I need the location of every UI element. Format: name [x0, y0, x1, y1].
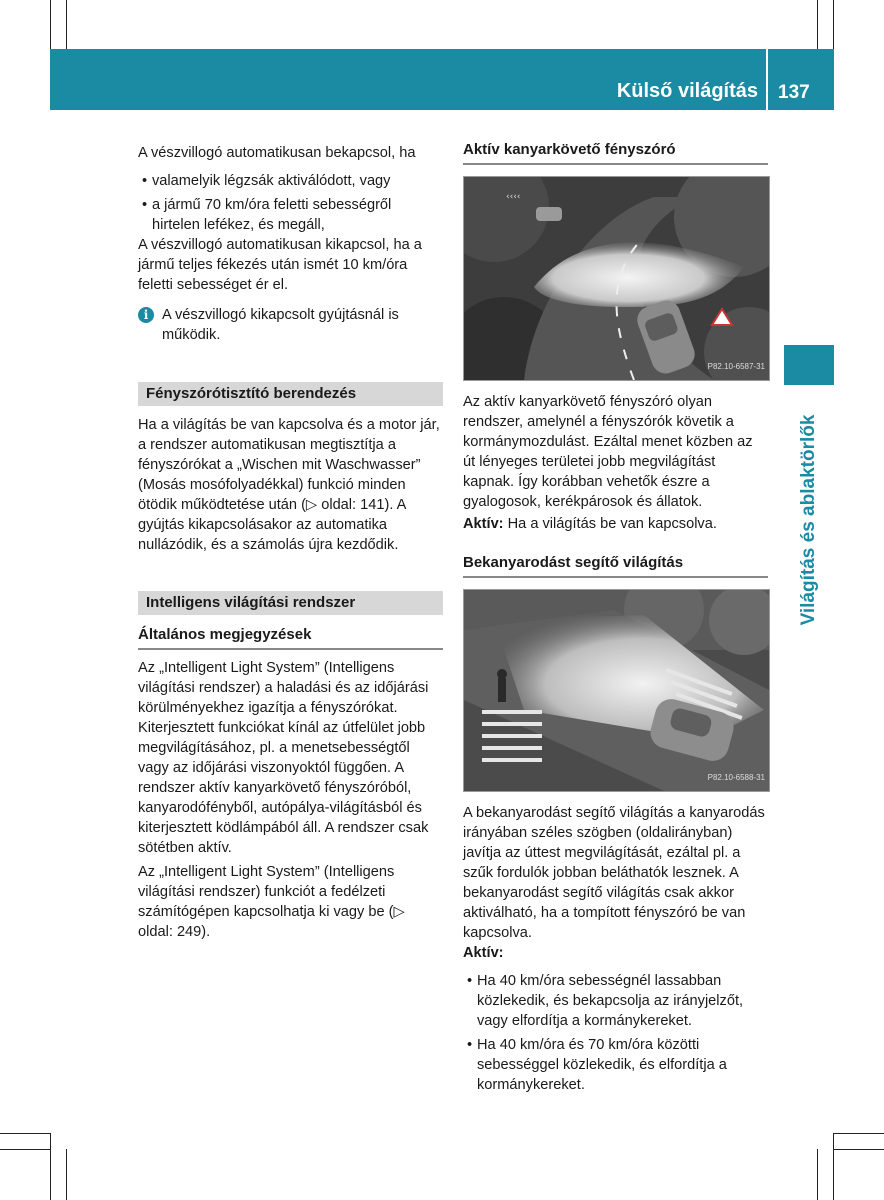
- paragraph: Az „Intelligent Light System” (Intelligens világítási rendszer) a haladási és az időjárási körülményekhez igazítja a fényszórókat. Kiterjesztett funkciókat kínál az útfelület jobb megvilágításához, pl. a menetsebességtől vagy az időjárási viszonyoktól függően. A rendszer aktív kanyarkövető fényszóróból, kanyarodófényből, autópálya-világításból és kiterjesztett ködlámpából áll. A rendszer csak sötétben aktív.: [138, 660, 429, 856]
- crop-mark: [817, 0, 818, 50]
- list-item: • valamelyik légzsák aktiválódott, vagy: [138, 171, 443, 191]
- crop-mark: [833, 1133, 834, 1200]
- cornering-light-illustration: [464, 177, 769, 380]
- crop-mark: [66, 1149, 67, 1200]
- section-text: A bekanyarodást segítő világítás a kanyarodás irányában széles szögben (oldalirányban) javítja az úttest megvilágítását, ezáltal pl. a szűk fordulók jobban beláthatók lesznek. A bekanyarodást segítő világítás csak akkor aktiválható, ha a tompított fényszóró be van kapcsolva.: [463, 805, 765, 941]
- list-item: • Ha 40 km/óra és 70 km/óra közötti sebességgel közlekedik, és elfordítja a kormánykereket.: [463, 1035, 768, 1095]
- crop-mark: [50, 0, 51, 50]
- crop-mark: [833, 0, 834, 50]
- section-heading: Aktív kanyarkövető fényszóró: [463, 140, 768, 165]
- crop-mark: [66, 0, 67, 50]
- turning-light-illustration: [464, 590, 769, 791]
- hazard-off-text: A vészvillogó automatikusan kikapcsol, ha a jármű teljes fékezés után ismét 10 km/óra feletti sebességet ér el.: [138, 237, 422, 293]
- page-number: 137: [778, 82, 810, 103]
- figure-code: P82.10-6587-31: [707, 362, 765, 371]
- svg-text:‹‹‹‹: ‹‹‹‹: [506, 192, 521, 202]
- page-title: Külső világítás: [616, 80, 758, 102]
- figure-code: P82.10-6588-31: [707, 773, 765, 782]
- section-text: Az aktív kanyarkövető fényszóró olyan rendszer, amelynél a fényszórók követik a kormánymozdulást. Ezáltal menet közben az út lényeges területei jobb megvilágítást kapnak. Így korábban vehetők észre a gyalogosok, kerékpárosok és állatok.: [463, 394, 753, 510]
- right-column: [463, 140, 768, 1095]
- crop-mark: [50, 1133, 51, 1200]
- subsection-heading: Általános megjegyzések: [138, 625, 443, 650]
- left-column: [138, 143, 443, 942]
- section-heading: Fényszórótisztító berendezés: [138, 382, 443, 406]
- paragraph: Az „Intelligent Light System” (Intelligens világítási rendszer) funkciót a fedélzeti számítógépen kapcsolhatja ki vagy be (▷ oldal: 249).: [138, 864, 405, 940]
- section-heading: Intelligens világítási rendszer: [138, 591, 443, 615]
- active-text: Ha a világítás be van kapcsolva.: [507, 516, 717, 532]
- info-note-text: A vészvillogó kikapcsolt gyújtásnál is működik.: [162, 307, 399, 343]
- list-item: • Ha 40 km/óra sebességnél lassabban közlekedik, és bekapcsolja az irányjelzőt, vagy elfordítja a kormánykereket.: [463, 971, 768, 1031]
- active-label: Aktív:: [463, 516, 504, 532]
- list-item: • a jármű 70 km/óra feletti sebességről hirtelen lefékez, és megáll,: [138, 195, 443, 235]
- figure-turning-light: [463, 589, 770, 792]
- figure-cornering-light: [463, 176, 770, 381]
- crop-mark: [0, 1133, 50, 1134]
- info-icon: i: [138, 307, 154, 323]
- info-note: [138, 305, 443, 345]
- crop-mark: [0, 1149, 50, 1150]
- section-text: Ha a világítás be van kapcsolva és a motor jár, a rendszer automatikusan megtisztítja a fényszórókat a „Wischen mit Waschwasser” (Mosás mosófolyadékkal) funkció minden ötödik működtetése után (▷ oldal: 141). A gyújtás kikapcsolásakor az automatika nullázódik, és a számolás újra kezdődik.: [138, 417, 440, 553]
- crop-mark: [834, 1133, 884, 1134]
- crop-mark: [817, 1149, 818, 1200]
- active-label: Aktív:: [463, 945, 504, 961]
- crop-mark: [834, 1149, 884, 1150]
- side-tab-marker: [784, 345, 834, 385]
- side-tab-label: Világítás és ablaktörlők: [798, 414, 819, 626]
- active-condition: [463, 514, 768, 534]
- section-heading: Bekanyarodást segítő világítás: [463, 553, 768, 578]
- hazard-on-intro: A vészvillogó automatikusan bekapcsol, ha: [138, 145, 416, 161]
- header-divider: [766, 49, 768, 110]
